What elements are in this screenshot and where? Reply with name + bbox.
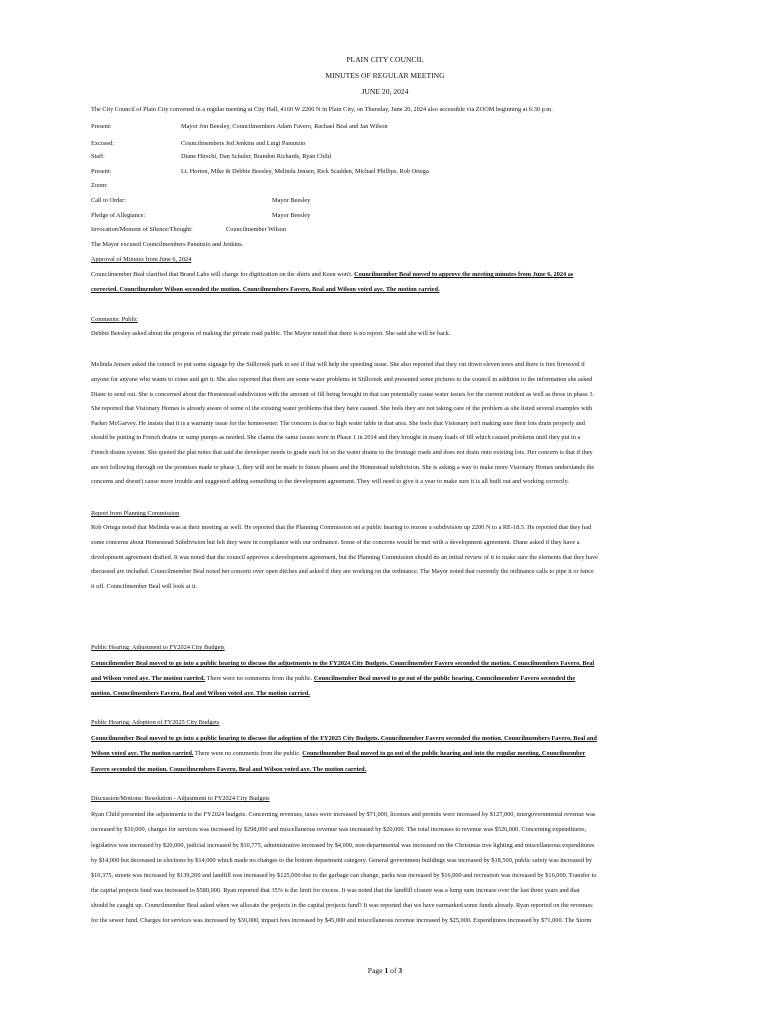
hearing2-no-comments: There were no comments from the public.: [193, 750, 303, 757]
footer-of: of: [388, 966, 399, 975]
attendance-label-public: Present:: [91, 168, 112, 175]
approval-text: Councilmember Beal clarified that Brand Labs will charge for digitization on the shirts and Keen won't.: [91, 271, 355, 278]
footer-page-number: 1: [384, 966, 389, 975]
planning-line: discussed are included. Councilmember Beal noted her concern over open ditches and asked if they are working on the ordinance. The Mayor noted that currently the ordinance calls to pipe it or fence: [91, 568, 594, 575]
hearing1-motion-carried: and Wilson voted aye. The motion carried.: [91, 675, 206, 682]
discussion-line: $10,375, streets was increased by $139,200 and landfill was increased by $125,000 due to the garbage can change, parks was increased by $16,000 and recreation was increased by $16,000. Transfer to: [91, 872, 597, 879]
intro-paragraph: The City Council of Plain City convened in a regular meeting at City Hall, 4160 W 2200 N in Plain City, on Thursday, June 20, 2024 also accessible via ZOOM beginning at 6:30 p.m.: [91, 106, 553, 113]
comment-melinda-line: anyone for anyone who wants to come and get it. She also reported that there are some water problems in Stillcreek and presented some pictures to the council in addition to the information she asked: [91, 376, 593, 383]
planning-line: Rob Ortega noted that Melinda was at their meeting as well. He reported that the Planning Commission set a public hearing to rezone a subdivision up 2200 N to a RE-18.5. He reported that they had: [91, 524, 592, 531]
attendance-label-present: Present:: [91, 123, 112, 130]
hearing2-motion-carried: Wilson voted aye. The motion carried.: [91, 750, 194, 757]
attendance-value-present: Mayor Jon Beesley, Councilmembers Adam Favero, Rachael Beal and Jan Wilson: [181, 123, 388, 130]
hearing2-line-2: [91, 750, 585, 758]
hearing2-motion-line-1: Councilmember Beal moved to go into a public hearing to discuss the adoption of the FY2025 City Budgets. Councilmember Favero seconded the motion. Councilmembers Favero, Beal and: [91, 735, 597, 742]
discussion-line: Ryan Child presented the adjustments to the FY2024 budgets. Concerning revenues, taxes were increased by $71,000, licenses and permits were increased by $127,000, intergovernmental revenue was: [91, 811, 596, 818]
invocation-label: Invocation/Moment of Silence/Thought:: [91, 226, 193, 233]
footer-page-total: 3: [398, 966, 403, 975]
comment-melinda-line: She reported that Visionary Homes is already aware of some of the existing water problems that they have caused. She feels they are not taking care of the problem as she listed several examples with: [91, 405, 593, 412]
comment-melinda-line: Parker McGarvey. He insists that it is a warranty issue for the homeowner. The concern is due to high water table in that area. She feels that Visionary isn't making sure their lots drain properly and: [91, 420, 585, 427]
pledge-value: Mayor Beesley: [272, 212, 311, 219]
attendance-value-excused: Councilmembers Jed Jenkins and Luigi Panunzio: [181, 140, 306, 147]
discussion-line: legislative was increased by $20,000, judicial increased by $10,775, administrative increased by $4,000, non-departmental was increased on the Christmas tree lighting and miscellaneous expenditures: [91, 842, 595, 849]
page-footer: [0, 966, 770, 975]
approval-line-1: [91, 271, 573, 279]
excused-note: The Mayor excused Councilmembers Panunzio and Jenkins.: [91, 241, 244, 248]
comment-melinda-line: are not following through on the promises made to phase 3, they will not be made to future phases and the Homestead subdivision. She is asking a way to make more Visionary Homes understands the: [91, 464, 595, 471]
call-to-order-label: Call to Order:: [91, 197, 126, 204]
discussion-line: for the sewer fund. Charges for services was increased by $30,000, impact fees increased by $45,000 and miscellaneous revenue increased by $25,000. Expenditures increased by $71,000. The Storm: [91, 917, 592, 924]
hearing1-motion-line-3: motion. Councilmembers Favero, Beal and Wilson voted aye. The motion carried.: [91, 690, 310, 697]
invocation-value: Councilmember Wilson: [226, 226, 286, 233]
meeting-date: JUNE 20, 2024: [361, 87, 409, 96]
comments-heading: Comments: Public: [91, 316, 138, 323]
discussion-line: by $14,000 but decreased in elections by $14,000 which made no changes to the bottom department category. General government buildings was increased by $18,500, public safety was increased by: [91, 857, 592, 864]
planning-line: it off. Councilmember Beal will look at it.: [91, 583, 198, 590]
minutes-title: MINUTES OF REGULAR MEETING: [325, 71, 445, 80]
planning-heading: Report from Planning Commission: [91, 510, 180, 517]
comment-debbie: Debbie Beesley asked about the progress of making the private road public. The Mayor noted that there is no report. She said she will be back.: [91, 330, 451, 337]
attendance-label-zoom: Zoom:: [91, 182, 108, 189]
approval-motion-part-1: Councilmember Beal moved to approve the meeting minutes from June 6, 2024 as: [354, 271, 574, 278]
attendance-label-staff: Staff:: [91, 153, 105, 160]
call-to-order-value: Mayor Beesley: [272, 197, 311, 204]
attendance-value-staff: Diane Hirschi, Dan Schuler, Brandon Richards, Ryan Child: [181, 153, 331, 160]
council-title: PLAIN CITY COUNCIL: [346, 55, 424, 64]
discussion-line: increased by $10,000, charges for services was increased by $298,000 and miscellaneous revenue was increased by $20,000. The total increases to revenue was $526,000. Concerning expenditures,: [91, 826, 587, 833]
hearing1-line-2: [91, 675, 575, 683]
planning-line: some concerns about Homestead Subdivision but felt they were in compliance with our ordinance. Some of the concerns would be met with a development agreement. Diane asked if they have a: [91, 539, 580, 546]
hearing1-heading: Public Hearing: Adjustment to FY2024 City Budgets: [91, 644, 225, 651]
comment-melinda-line: Diane to send out. She is concerned about the Homestead subdivision with the amount of fill being brought in that can potentially cause water issues for the current resident as well as those in phase 3.: [91, 391, 595, 398]
comment-melinda-line: Melinda Jensen asked the council to put some signage by the Stillcreek park to see if that will help the speeding issue. She also reported that they cut down eleven trees and there is free firewood if: [91, 361, 585, 368]
comment-melinda-line: concerns and doesn't cause more trouble and suggested adding something to the development agreement. They will need to give it a year to make sure it is all built out and working correctly.: [91, 478, 569, 485]
hearing2-heading: Public Hearing: Adoption of FY2025 City Budgets: [91, 719, 220, 726]
discussion-line: should be caught up. Councilmember Beal asked when we allocate the projects in the capital projects fund? It was reported that we have earmarked some funds already. Ryan reported on the revenues: [91, 902, 593, 909]
planning-line: development agreement drafted. It was noted that the council approves a development agreement, but the Planning Commission should do an initial review of it to make sure the elements that they have: [91, 554, 598, 561]
approval-motion-part-2: corrected. Councilmember Wilson seconded the motion. Councilmembers Favero, Beal and Wilson voted aye. The motion carried.: [91, 286, 440, 293]
hearing1-motion-line-1: Councilmember Beal moved to go into a public hearing to discuss the adjustments to the FY2024 City Budgets. Councilmember Favero seconded the motion. Councilmembers Favero, Beal: [91, 660, 595, 667]
hearing1-motion-out: Councilmember Beal moved to go out of the public hearing. Councilmember Favero seconded the: [313, 675, 576, 682]
hearing2-motion-out: Councilmember Beal moved to go out of the public hearing and into the regular meeting. Councilmember: [302, 750, 586, 757]
hearing1-no-comments: There were no comments from the public.: [205, 675, 314, 682]
attendance-value-public: Lt. Horton, Mike & Debbie Beesley, Melinda Jensen, Rick Scadden, Michael Phillips, Rob Ortega: [181, 168, 429, 175]
approval-heading: Approval of Minutes from June 6, 2024: [91, 256, 192, 263]
attendance-label-excused: Excused:: [91, 140, 115, 147]
comment-melinda-line: should be putting in French drains or sump pumps as needed. She claims the same issues were in Phase 1 in 2014 and they brought in many loads of fill which caused problems until they put in a: [91, 434, 581, 441]
comment-melinda-line: French drains system. She quoted the plat notes that said the developer needs to grade each lot so the water drains to the frontage roads and does not drain onto existing lots. Her concern is that if they: [91, 449, 593, 456]
footer-prefix: Page: [367, 966, 385, 975]
discussion-heading: Discussion/Motions: Resolution - Adjustment to FY2024 City Budgets: [91, 795, 270, 802]
hearing2-motion-line-3: Favero seconded the motion. Councilmembers Favero, Beal and Wilson voted aye. The motion carried.: [91, 766, 367, 773]
discussion-line: the capital projects fund was increased to $580,000. Ryan reported that 35% is the limit for excess. It was noted that the landfill closure was a lump sum increase over the last three years and that: [91, 887, 580, 894]
pledge-label: Pledge of Allegiance:: [91, 212, 146, 219]
